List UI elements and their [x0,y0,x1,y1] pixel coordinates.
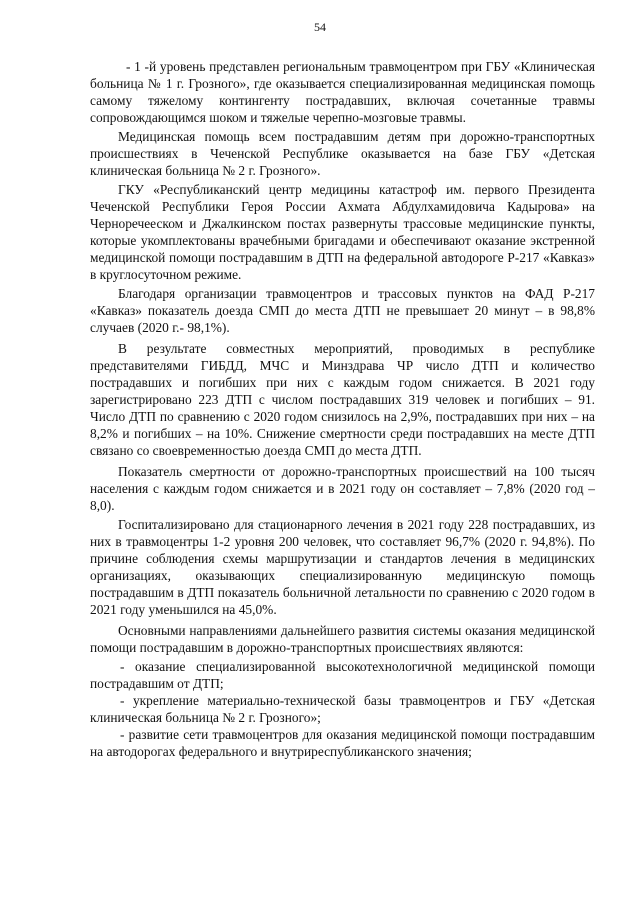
paragraph-mortality-rate: Показатель смертности от дорожно-транспортных происшествий на 100 тысяч населения с каждым годом снижается и в 2021 году он составляет – 7,8% (2020 год – 8,0). [90,464,595,513]
page-number: 54 [314,20,326,34]
list-item-trauma-network: - развитие сети травмоцентров для оказания медицинской помощи пострадавшим на автодорогах федерального и внутриреспубликанского значения; [90,727,595,759]
document-body [90,58,595,760]
paragraph-level-one-trauma-center: - 1 -й уровень представлен региональным травмоцентром при ГБУ «Клиническая больница № 1 г. Грозного», где оказывается специализированная медицинская помощь самому тяжелому контингенту пострадавших, включая сочетанные травмы сопровождающимся шоком и тяжелые черепно-мозговые травмы. [90,59,595,125]
list-item-high-tech-care: - оказание специализированной высокотехнологичной медицинской помощи пострадавшим от ДТП; [90,659,595,691]
paragraph-ambulance-arrival: Благодаря организации травмоцентров и трассовых пунктов на ФАД Р-217 «Кавказ» показатель доезда СМП до места ДТП не превышает 20 минут – в 98,8% случаев (2020 г.- 98,1%). [90,286,595,335]
paragraph-children-care: Медицинская помощь всем пострадавшим детям при дорожно-транспортных происшествиях в Чеченской Республике оказывается на базе ГБУ «Детская клиническая больница № 2 г. Грозного». [90,129,595,178]
paragraph-disaster-center: ГКУ «Республиканский центр медицины катастроф им. первого Президента Чеченской Республики Героя России Ахмата Абдулхамидовича Кадырова» на Черноречееском и Джалкинском постах развернуты трассовые медицинские пункты, которые укомплектованы врачебными бригадами и обеспечивают оказание экстренной медицинской помощи пострадавшим в ДТП на федеральной автодороге Р-217 «Кавказ» в круглосуточном режиме. [90,182,595,282]
paragraph-accident-statistics: В результате совместных мероприятий, проводимых в республике представителями ГИБДД, МЧС и Минздрава ЧР число ДТП и количество пострадавших и погибших при них с каждым годом снижается. В 2021 году зарегистрировано 223 ДТП с числом пострадавших 319 человек и погибших – 91. Число ДТП по сравнению с 2020 годом снизилось на 2,9%, пострадавших при них – на 8,2% и погибших – на 10%. Снижение смертности среди пострадавших на месте ДТП связано со своевременностью доезда СМП до места ДТП. [90,341,595,458]
paragraph-development-directions: Основными направлениями дальнейшего развития системы оказания медицинской помощи пострадавшим в дорожно-транспортных происшествиях являются: [90,623,595,655]
list-item-material-base: - укрепление материально-технической базы травмоцентров и ГБУ «Детская клиническая больница № 2 г. Грозного»; [90,693,595,725]
paragraph-hospitalization: Госпитализировано для стационарного лечения в 2021 году 228 пострадавших, из них в травмоцентры 1-2 уровня 200 человек, что составляет 96,7% (2020 г. 94,8%). По причине соблюдения схемы маршрутизации и стандартов лечения в медицинских организациях, оказывающих специализированную медицинскую помощь пострадавшим в ДТП показатель больничной летальности по сравнению с 2020 годом в 2021 году уменьшился на 45,0%. [90,517,595,617]
